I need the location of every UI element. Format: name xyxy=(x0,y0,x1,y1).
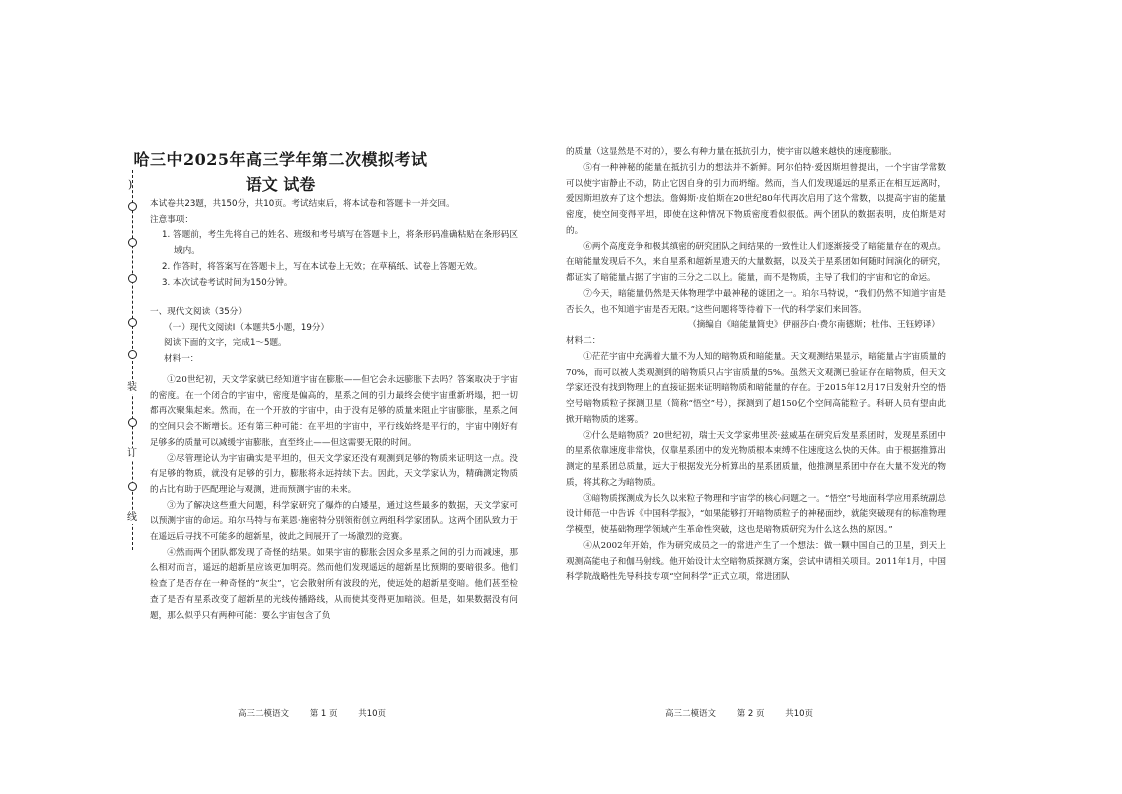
material-two-label: 材料二： xyxy=(566,336,601,346)
binding-hole-icon xyxy=(128,274,137,283)
footer-page-number: 第 2 页 xyxy=(736,709,765,719)
instructions-block xyxy=(150,197,518,291)
passage-paragraph: ②什么是暗物质？20世纪初，瑞士天文学家弗里茨·兹威基在研究后发星系团时，发现星系团中的星系依靠速度非常快，仅靠星系团中的发光物质根本束缚不住速度这么快的天体。由于根据推算出测定的星系团总质量，远大于根据发光分析算出的星系团质量，他推测星系团中存在大量不发光的物质，将其称之为暗物质。 xyxy=(566,430,946,488)
passage-paragraph: ⑦今天，暗能量仍然是天体物理学中最神秘的谜团之一。珀尔马特说，“我们仍然不知道宇宙是否长久，也不知道宇宙是否无限。”这些问题将等待着下一代的科学家们来回答。 xyxy=(566,288,946,315)
passage-paragraph: ①20世纪初，天文学家就已经知道宇宙在膨胀——但它会永远膨胀下去吗？答案取决于宇宙的密度。在一个闭合的宇宙中，密度是偏高的，星系之间的引力最终会使宇宙重新坍塌，把一切都再次聚集起来。然而，在一个开放的宇宙中，由于没有足够的质量来阻止宇宙膨胀，星系之间的空间只会不断增长。还有第三种可能：在平坦的宇宙中，平行线始终是平行的，宇宙中刚好有足够多的质量可以减缓宇宙膨胀，直至终止——但这需要无限的时间。 xyxy=(150,375,518,448)
binding-dashed-line xyxy=(132,170,133,550)
exam-title: 哈三中2025年高三学年第二次模拟考试 xyxy=(133,150,428,169)
binding-hole-icon xyxy=(128,418,137,427)
section-subheading: （一）现代文阅读Ⅰ（本题共5小题，19分） xyxy=(164,322,330,333)
citation: （摘编自《暗能量简史》伊丽莎白·费尔南德斯；杜伟、王钰婷译） xyxy=(688,320,940,331)
passage-paragraph: ⑥两个高度竞争和极其缜密的研究团队之间结果的一致性让人们逐渐接受了暗能量存在的观点。在暗能量发现后不久，来自星系和超新星遗天的大量数据，以及关于星系团如何随时间演化的研究，都证实了暗能量占据了宇宙的三分之二以上。能量，而不是物质，主导了我们的宇宙和它的命运。 xyxy=(566,241,946,283)
binding-margin xyxy=(118,170,148,550)
passage-paragraph: ③为了解决这些重大问题，科学家研究了爆炸的白矮星，通过这些最多的数据，天文学家可以预测宇宙的命运。珀尔马特与布莱恩·施密特分别领衔创立两组科学家团队。这两个团队致力于在遥远后寻找不可能多的超新星，彼此之间展开了一场激烈的竞赛。 xyxy=(150,500,518,543)
binding-hole-icon xyxy=(128,238,137,247)
binding-hole-icon xyxy=(128,482,137,491)
material-one-label: 材料一： xyxy=(164,354,199,365)
passage-paragraph: ④从2002年开始，作为研究成员之一的常进产生了一个想法：做一颗中国自己的卫星，到天上观测高能电子和伽马射线。他开始设计太空暗物质探测方案，尝试申请相关项目。2011年1月，中国科学院战略性先导科技专项“空间科学”正式立项，常进团队 xyxy=(566,540,946,583)
section-heading: 一、现代文阅读（35分） xyxy=(150,307,247,317)
instructions-intro: 本试卷共23题，共150分，共10页。考试结束后，将本试卷和答题卡一并交回。 xyxy=(150,199,455,209)
page-footer-left xyxy=(238,707,404,719)
section-header xyxy=(150,305,518,368)
instruction-item: 2. 作答时，将答案写在答题卡上，写在本试卷上无效；在草稿纸、试卷上答题无效。 xyxy=(162,261,483,272)
passage-paragraph: ②尽管理论认为宇宙确实是平坦的，但天文学家还没有观测到足够的物质来证明这一点。没有足够的物质，就没有足够的引力，膨胀将永远持续下去。因此，天文学家认为，精确测定物质的占比有助于匹配理论与观测，进而预测宇宙的未来。 xyxy=(150,453,518,495)
binding-char-xian: 线 xyxy=(127,512,137,523)
footer-subject: 高三二模语文 xyxy=(665,709,717,719)
passage-paragraph: ④然而两个团队都发现了奇怪的结果。如果宇宙的膨胀会因众多星系之间的引力而减速，那么相对而言，遥远的超新星应该更加明亮。然而他们发现遥远的超新星比预期的要暗很多。他们检查了是否存在一种奇怪的“灰尘”，它会散射所有波段的光，使远处的超新星变暗。他们甚至检查了是否有星系改变了超新星的光线传播路线，从而使其变得更加暗淡。但是，如果数据没有问题，那么似乎只有两种可能：要么宇宙包含了负 xyxy=(150,547,518,621)
exam-subtitle: 语文 试卷 xyxy=(245,175,316,194)
footer-page-number: 第 1 页 xyxy=(309,709,338,719)
page-footer-right xyxy=(665,707,831,719)
footer-page-total: 共10页 xyxy=(358,709,387,719)
binding-hole-icon xyxy=(128,350,137,359)
instructions-heading: 注意事项： xyxy=(150,214,193,225)
instruction-item: 3. 本次试卷考试时间为150分钟。 xyxy=(162,277,293,288)
binding-hole-icon xyxy=(128,202,137,211)
passage-paragraph: 的质量（这显然是不对的），要么有种力量在抵抗引力，使宇宙以越来越快的速度膨胀。 xyxy=(566,147,897,157)
instruction-item: 1. 答题前，考生先将自己的姓名、班级和考号填写在答题卡上，将条形码准确粘贴在条形码区域内。 xyxy=(162,230,518,257)
binding-char-zhuang: 装 xyxy=(127,382,137,393)
binding-hole-icon xyxy=(128,318,137,327)
binding-char-ding: 订 xyxy=(127,448,137,459)
section-direction: 阅读下面的文字，完成1～5题。 xyxy=(164,338,287,349)
right-page-body xyxy=(566,145,946,586)
material-one-body xyxy=(150,373,518,624)
passage-paragraph: ①茫茫宇宙中充满着大量不为人知的暗物质和暗能量。天文观测结果显示，暗能量占宇宙质量的70%，而可以被人类观测到的暗物质只占宇宙质量的5%。虽然天文观测已验证存在暗物质，但天文学家还没有找到物理上的直接证据来证明暗物质和暗能量的存在。于2015年12月17日发射升空的悟空号暗物质粒子探测卫星（简称“悟空”号），探测到了超150亿个空间高能粒子。科研人员有望由此掀开暗物质的迷雾。 xyxy=(566,351,946,425)
footer-subject: 高三二模语文 xyxy=(238,709,290,719)
footer-page-total: 共10页 xyxy=(785,709,814,719)
binding-edge-mark: ) xyxy=(128,178,133,191)
passage-paragraph: ③暗物质探测成为长久以来粒子物理和宇宙学的核心问题之一。“悟空”号地面科学应用系统副总设计师范一中告诉《中国科学报》，“如果能够打开暗物质粒子的神秘面纱，就能突破现有的标准物理学模型，使基础物理学领域产生革命性突破，这也是暗物质研究为什么这么热的原因。” xyxy=(566,493,946,535)
passage-paragraph: ⑤有一种神秘的能量在抵抗引力的想法并不新鲜。阿尔伯特·爱因斯坦曾提出，一个宇宙学常数可以使宇宙静止不动，防止它因自身的引力而坍缩。然而，当人们发现遥远的星系正在相互远离时，爱因斯坦放弃了这个想法。詹姆斯·皮伯斯在20世纪80年代再次启用了这个常数，以提高宇宙的能量密度，使空间变得平坦，即使在这种情况下物质密度看似很低。两个团队的数据表明，皮伯斯是对的。 xyxy=(566,162,946,236)
